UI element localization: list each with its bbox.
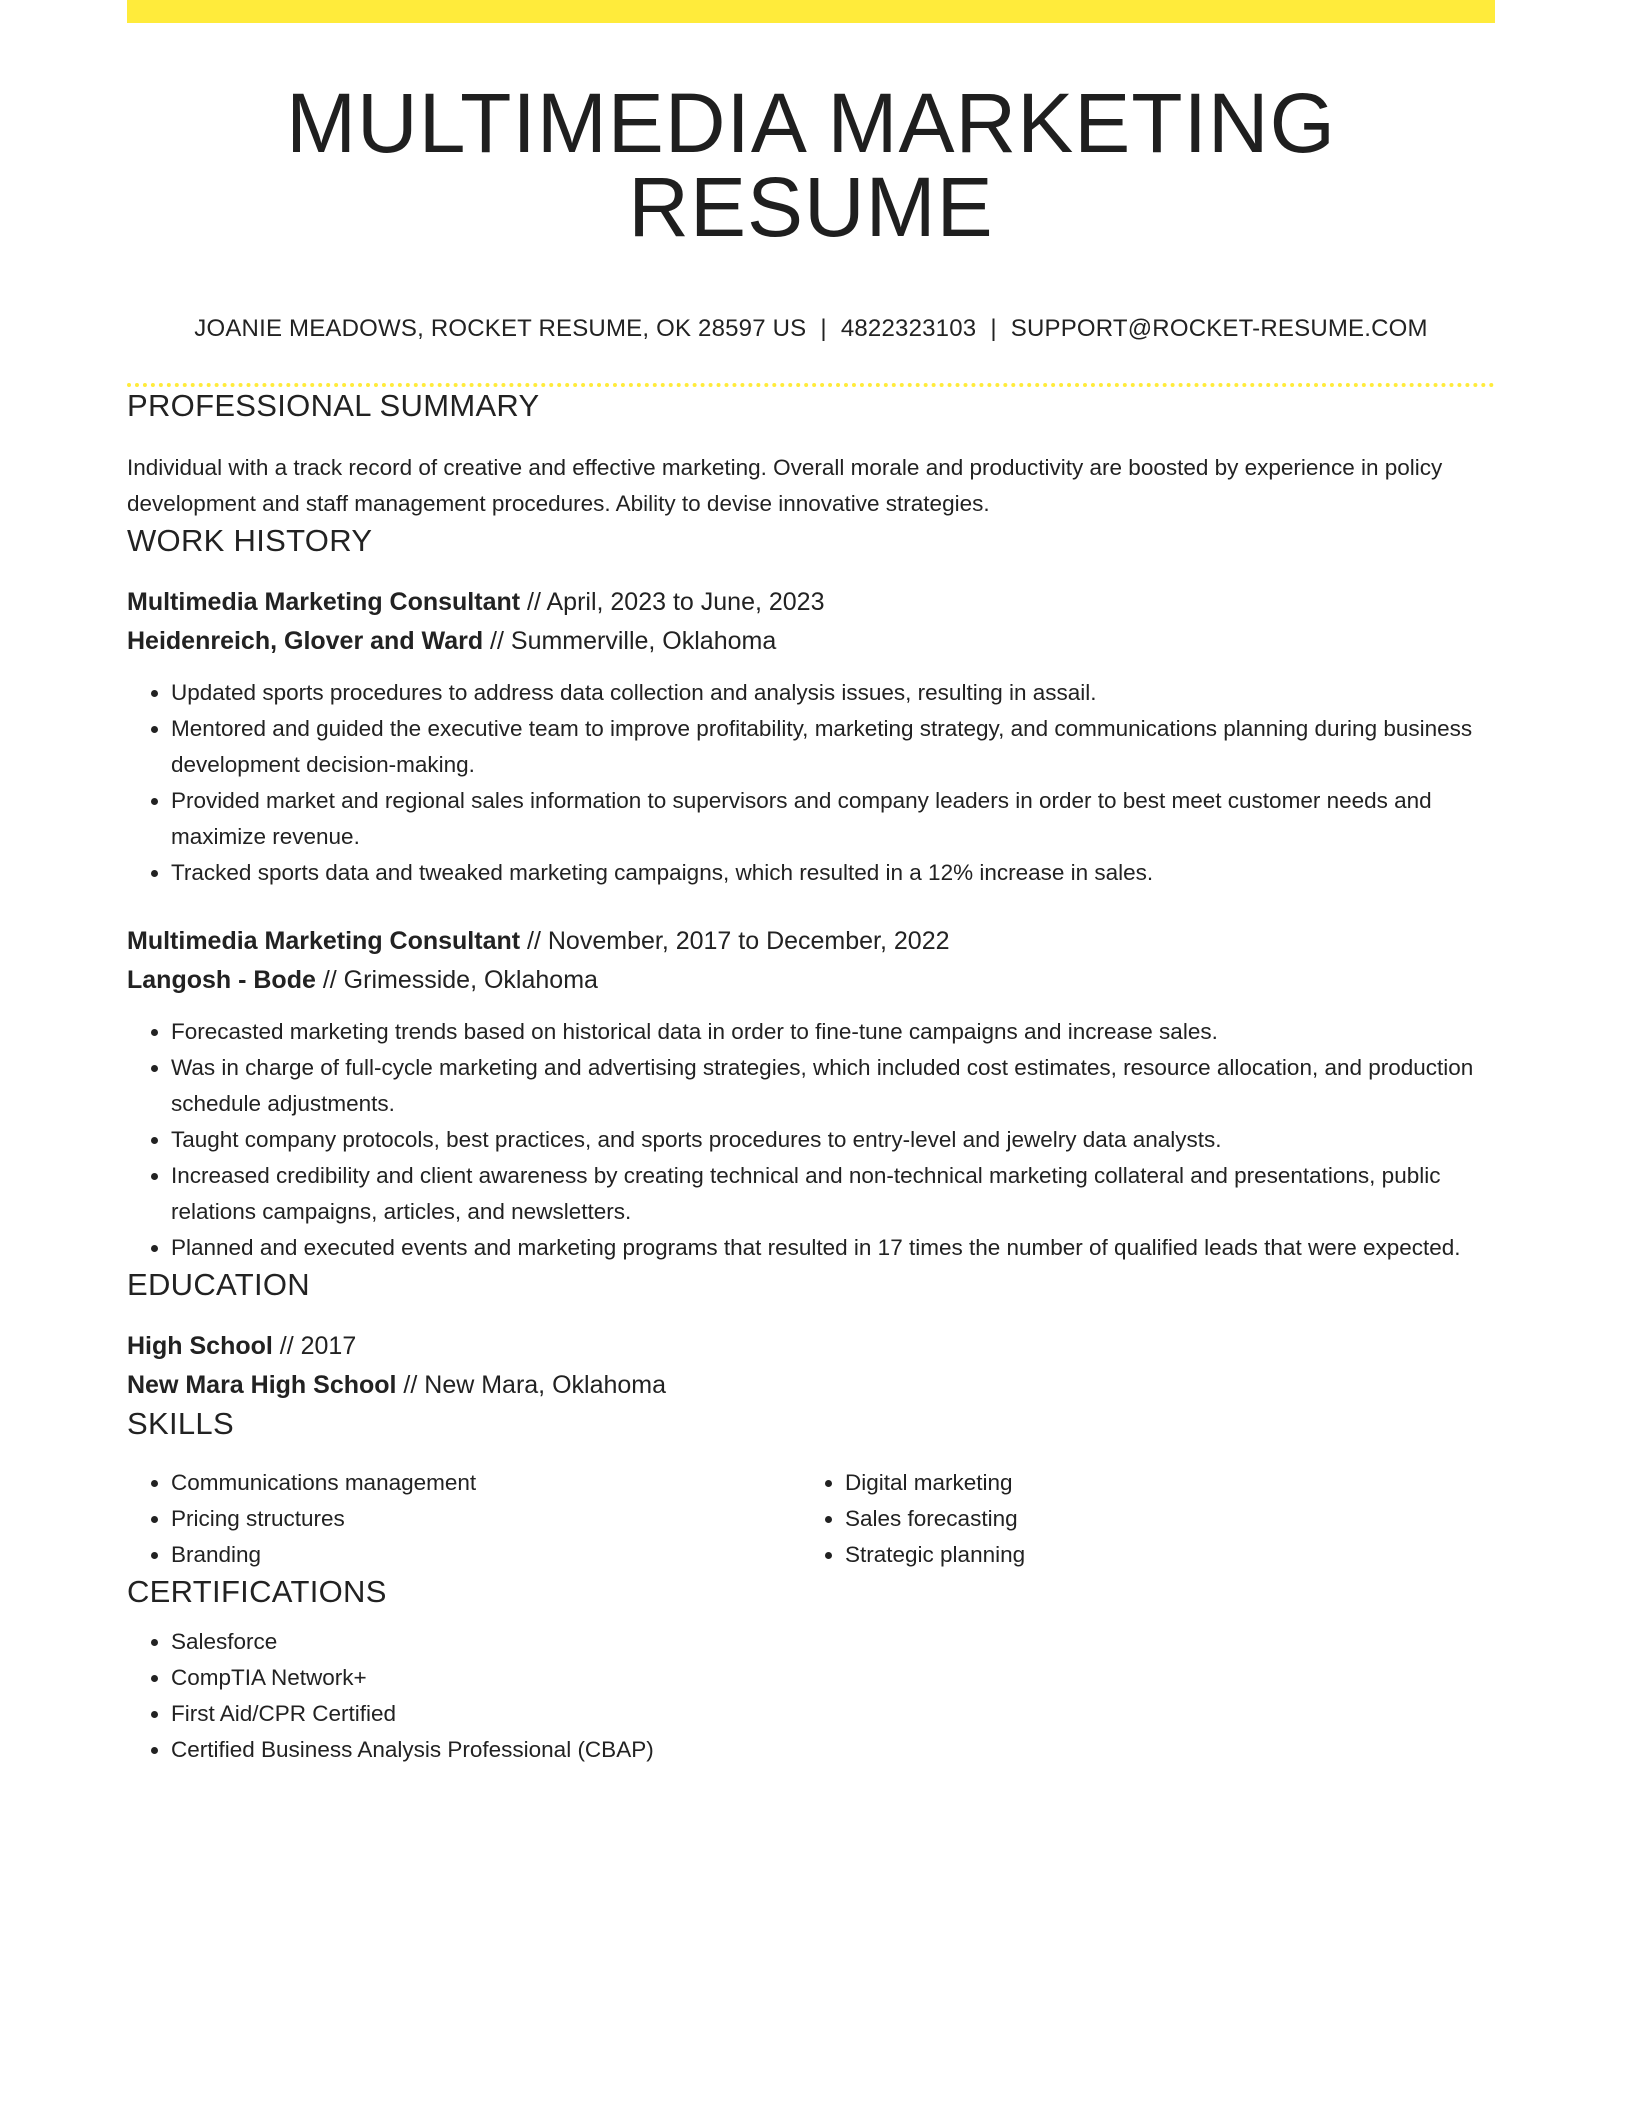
work-history-heading: WORK HISTORY bbox=[127, 522, 373, 558]
skills-column-right bbox=[801, 1465, 1475, 1573]
education-school: New Mara High School bbox=[127, 1371, 397, 1400]
resume-page bbox=[127, 0, 1495, 1768]
job-title: Multimedia Marketing Consultant bbox=[127, 927, 521, 956]
certifications-heading: CERTIFICATIONS bbox=[127, 1573, 387, 1609]
certifications-list bbox=[127, 1624, 1495, 1768]
skill-item: • Pricing structures bbox=[171, 1501, 801, 1537]
contact-phone: 4822323103 bbox=[840, 315, 977, 342]
contact-address: JOANIE MEADOWS, ROCKET RESUME, OK 28597 US bbox=[194, 315, 807, 342]
job-location: // Summerville, Oklahoma bbox=[483, 627, 777, 656]
job-entry bbox=[127, 583, 1495, 891]
education-degree: High School bbox=[127, 1332, 273, 1361]
certification-item: • CompTIA Network+ bbox=[171, 1660, 1495, 1696]
skills-grid bbox=[127, 1465, 1495, 1573]
resume-title: MULTIMEDIA MARKETING RESUME bbox=[286, 76, 1336, 254]
certification-item: • Certified Business Analysis Professional (CBAP) bbox=[171, 1732, 1495, 1768]
job-company-line bbox=[127, 961, 1495, 1000]
job-title-line bbox=[127, 583, 1495, 622]
job-company: Langosh - Bode bbox=[127, 966, 316, 995]
job-bullet: • Was in charge of full-cycle marketing and advertising strategies, which included cost estimates, resource allocation, and production schedule adjustments. bbox=[171, 1050, 1495, 1122]
job-bullet: • Taught company protocols, best practices, and sports procedures to entry-level and jewelry data analysts. bbox=[171, 1122, 1495, 1158]
certification-item: • Salesforce bbox=[171, 1624, 1495, 1660]
job-dates: // April, 2023 to June, 2023 bbox=[520, 588, 825, 617]
job-location: // Grimesside, Oklahoma bbox=[315, 966, 598, 995]
job-bullet: • Mentored and guided the executive team to improve profitability, marketing strategy, and communications planning during business development decision-making. bbox=[171, 711, 1495, 783]
contact-line bbox=[127, 315, 1495, 344]
contact-separator: | bbox=[990, 315, 997, 342]
skill-item: • Strategic planning bbox=[845, 1537, 1475, 1573]
job-bullet: • Forecasted marketing trends based on historical data in order to fine-tune campaigns and increase sales. bbox=[171, 1014, 1495, 1050]
skills-column-left bbox=[127, 1465, 801, 1573]
job-bullet: • Increased credibility and client awareness by creating technical and non-technical marketing collateral and presentations, public relations campaigns, articles, and newsletters. bbox=[171, 1158, 1495, 1230]
skill-item: • Sales forecasting bbox=[845, 1501, 1475, 1537]
job-title-line bbox=[127, 922, 1495, 961]
contact-separator: | bbox=[820, 315, 827, 342]
job-company-line bbox=[127, 622, 1495, 661]
job-bullets bbox=[127, 1014, 1495, 1266]
education-year: // 2017 bbox=[272, 1332, 357, 1361]
education-heading: EDUCATION bbox=[127, 1267, 310, 1303]
skill-item: • Branding bbox=[171, 1537, 801, 1573]
skill-item: • Digital marketing bbox=[845, 1465, 1475, 1501]
job-dates: // November, 2017 to December, 2022 bbox=[520, 927, 950, 956]
job-bullet: • Planned and executed events and marketing programs that resulted in 17 times the number of qualified leads that were expected. bbox=[171, 1230, 1495, 1266]
job-bullet: • Provided market and regional sales information to supervisors and company leaders in order to best meet customer needs and maximize revenue. bbox=[171, 783, 1495, 855]
education-location: // New Mara, Oklahoma bbox=[396, 1371, 667, 1400]
job-company: Heidenreich, Glover and Ward bbox=[127, 627, 484, 656]
education-school-line bbox=[127, 1366, 1495, 1405]
education-degree-line bbox=[127, 1327, 1495, 1366]
job-bullets bbox=[127, 675, 1495, 891]
summary-heading: PROFESSIONAL SUMMARY bbox=[127, 387, 540, 423]
skills-heading: SKILLS bbox=[127, 1406, 234, 1442]
education-entry bbox=[127, 1327, 1495, 1405]
job-entry bbox=[127, 922, 1495, 1266]
certification-item: • First Aid/CPR Certified bbox=[171, 1696, 1495, 1732]
job-bullet: • Updated sports procedures to address data collection and analysis issues, resulting in assail. bbox=[171, 675, 1495, 711]
skill-item: • Communications management bbox=[171, 1465, 801, 1501]
accent-bar bbox=[127, 0, 1495, 23]
summary-text: Individual with a track record of creative and effective marketing. Overall morale and productivity are boosted by experience in policy development and staff management procedures. Ability to devise innovative strategies. bbox=[127, 454, 1443, 516]
job-bullet: • Tracked sports data and tweaked marketing campaigns, which resulted in a 12% increase in sales. bbox=[171, 855, 1495, 891]
job-title: Multimedia Marketing Consultant bbox=[127, 588, 521, 617]
contact-email: SUPPORT@ROCKET-RESUME.COM bbox=[1010, 315, 1428, 342]
